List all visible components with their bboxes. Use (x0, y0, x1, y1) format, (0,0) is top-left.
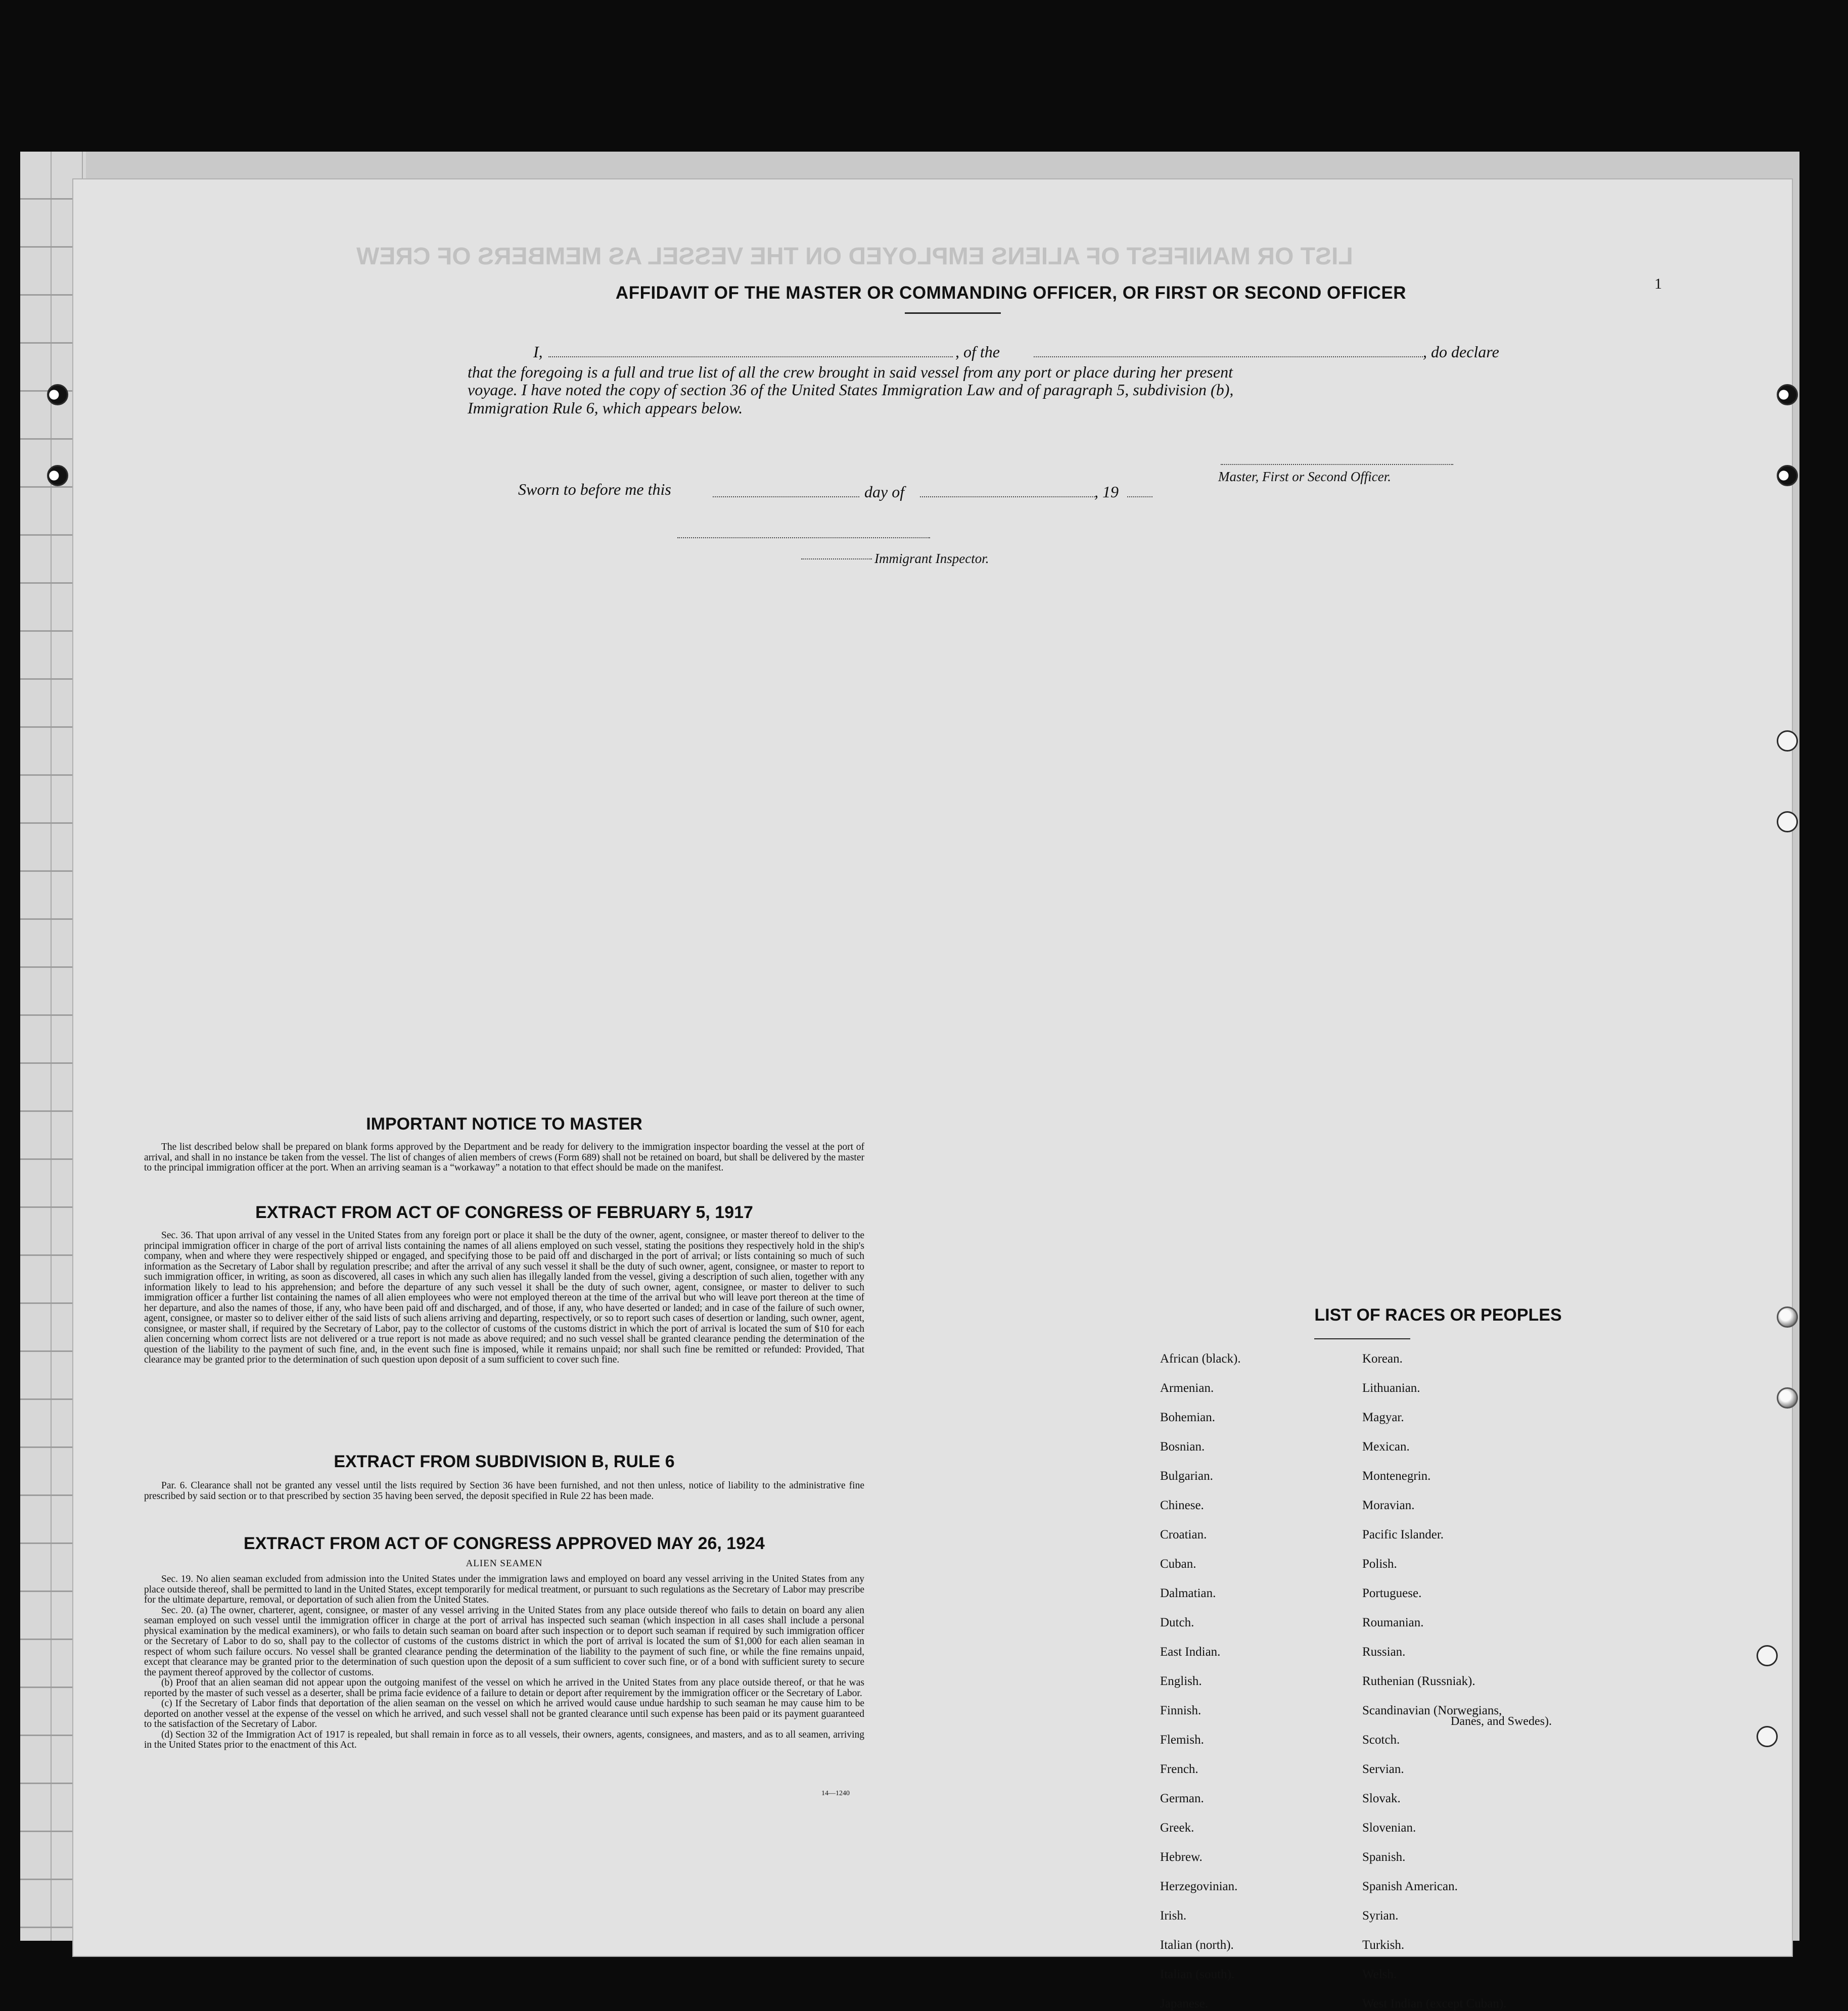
race-item: Russian. (1362, 1645, 1406, 1659)
extract-1917-body: Sec. 36. That upon arrival of any vessel in the United States from any foreign port or place it shall be the duty of the owner, agent, consignee, or master thereof to deliver to the principal immigration officer in charge of the port of arrival lists containing the names of all aliens employed on such vessel, stating the positions they respectively hold in the ship's company, when and where they were respectively shipped or engaged, and specifying those to be paid off and discharged in the port of arrival; or lists containing so much of such information as the Secretary of Labor shall by regulation prescribe; and after the arrival of any such vessel it shall be the duty of such owner, agent, consignee, or master to report to such immigration officer, in writing, as soon as discovered, all cases in which any such alien has illegally landed from the vessel, giving a description of such alien, together with any information likely to lead to his apprehension; and before the departure of any such vessel it shall be the duty of such owner, agent, consignee, or master to deliver to such immigration officer a further list containing the names of all alien employees who were not employed thereon at the time of the arrival but who will leave port thereon at the time of her departure, and also the names of those, if any, who have been paid off and discharged, and of those, if any, who have deserted or landed; and in case of the failure of such owner, agent, consignee, or master so to deliver either of the said lists of such aliens arriving and departing, respectively, or so to report such cases of desertion or landing, such owner, agent, consignee, or master shall, if required by the Secretary of Labor, pay to the collector of customs of the customs district in which the port of arrival is located the sum of $10 for each alien concerning whom correct lists are not delivered or a true report is not made as above required; and no such vessel shall be granted clearance pending the determination of the question of the liability to the payment of such fine, and, in the event such fine is imposed, while it remains unpaid; nor shall such fine be remitted or refunded: Provided, That clearance may be granted prior to the determination of such question upon deposit of a sum sufficient to cover such fine. (144, 1230, 864, 1365)
race-item: East Indian. (1160, 1645, 1221, 1659)
sworn-year-blank (1127, 496, 1152, 497)
race-item: Dutch. (1160, 1616, 1194, 1629)
corner-mark: 1 (1654, 275, 1662, 292)
race-item: Portuguese. (1362, 1586, 1422, 1600)
race-item: Dalmatian. (1160, 1586, 1216, 1600)
race-item: Magyar. (1362, 1411, 1404, 1424)
signature-label: Master, First or Second Officer. (1218, 469, 1391, 484)
binder-hole (47, 465, 68, 486)
race-item: Irish. (1160, 1909, 1187, 1923)
binder-hole (1777, 384, 1798, 405)
binder-hole (1757, 1645, 1778, 1666)
race-item: Scandinavian (Norwegians, (1362, 1704, 1502, 1717)
document-page (73, 179, 1792, 2010)
name-blank (548, 356, 953, 357)
race-item: Chinese. (1160, 1499, 1204, 1512)
inspector-label: Immigrant Inspector. (874, 551, 989, 566)
inspector-line (677, 537, 930, 538)
extract-1924-body (144, 1574, 864, 1751)
race-item: Lithuanian. (1362, 1381, 1420, 1395)
race-item: Pacific Islander. (1362, 1528, 1444, 1541)
race-item: Croatian. (1160, 1528, 1207, 1541)
races-title: LIST OF RACES OR PEOPLES (1314, 1305, 1562, 1325)
extract-1924-subtitle: ALIEN SEAMEN (466, 1558, 543, 1569)
affidavit-of-the: , of the (955, 343, 1000, 361)
race-item: Polish. (1362, 1557, 1397, 1571)
extract-1917-title: EXTRACT FROM ACT OF CONGRESS OF FEBRUARY 5, 1917 (255, 1203, 753, 1222)
notice-body: The list described below shall be prepared on blank forms approved by the Department and be ready for delivery to the immigration inspector boarding the vessel at the port of arrival, and shall in no instance be taken from the vessel. The list of changes of alien members of crews (Form 689) shall not be retained on board, but shall be delivered by the master to the principal immigration officer at the port. When an arriving seaman is a “workaway” a notation to that effect should be made on the manifest. (144, 1142, 864, 1173)
affidavit-do-declare: , do declare (1423, 343, 1499, 361)
race-item: Cuban. (1160, 1557, 1196, 1571)
race-item: English. (1160, 1674, 1202, 1688)
races-underline (1314, 1338, 1410, 1339)
race-item: Flemish. (1160, 1733, 1204, 1747)
sec-19-paragraph: Sec. 19. No alien seaman excluded from admission into the United States under the immigration laws and employed on board any vessel arriving in the United States from any place outside thereof, shall be permitted to land in the United States, except temporarily for medical treatment, or pursuant to such regulations as the Secretary of Labor may prescribe for the ultimate departure, removal, or deportation of such alien from the United States. (144, 1574, 864, 1605)
race-item: Mexican. (1362, 1440, 1410, 1454)
affidavit-i: I, (533, 343, 543, 361)
race-item: Bosnian. (1160, 1440, 1205, 1454)
race-item: Montenegrin. (1362, 1469, 1431, 1483)
race-item: Scotch. (1362, 1733, 1400, 1747)
race-item: Italian (south). (1160, 1968, 1235, 1981)
binder-hole (1777, 1387, 1798, 1409)
binder-hole (1777, 730, 1798, 752)
race-item: Welsh. (1362, 1968, 1397, 1981)
affidavit-line-2: that the foregoing is a full and true list of all the crew brought in said vessel from any port or place during her present (468, 363, 1233, 381)
binder-hole (1757, 1726, 1778, 1747)
sec-20c-paragraph: (c) If the Secretary of Labor finds that deportation of the alien seaman on the vessel on which he arrived would cause undue hardship to such seaman he may cause him to be deported on another vessel at the expense of the vessel on which he arrived, and such vessel shall not be granted clearance until such expense has been paid or its payment guaranteed to the satisfaction of the Secretary of Labor. (144, 1698, 864, 1729)
race-item: Servian. (1362, 1762, 1404, 1776)
race-item: Italian (north). (1160, 1938, 1234, 1952)
binder-hole (1777, 1306, 1798, 1328)
sworn-year: , 19 (1094, 483, 1119, 501)
extract-rule6-title: EXTRACT FROM SUBDIVISION B, RULE 6 (334, 1452, 675, 1471)
race-item: Armenian. (1160, 1381, 1214, 1395)
race-item: Hebrew. (1160, 1850, 1203, 1864)
affidavit-line-4: Immigration Rule 6, which appears below. (468, 399, 743, 417)
race-item: Bulgarian. (1160, 1469, 1213, 1483)
race-item: Turkish. (1362, 1938, 1405, 1952)
race-item: Slovak. (1362, 1792, 1401, 1805)
race-item: Roumanian. (1362, 1616, 1424, 1629)
race-item: Japanese. (1160, 1997, 1209, 2010)
race-item: West Indian (except Cuban). (1362, 1997, 1507, 2010)
sec-20b-paragraph: (b) Proof that an alien seaman did not appear upon the outgoing manifest of the vessel on which he arrived in the United States from any place outside thereof, or that he was reported by the master of such vessel as a deserter, shall be prima facie evidence of a failure to detain or deport after requirement by the immigration officer or the Secretary of Labor. (144, 1677, 864, 1699)
extract-1924-title: EXTRACT FROM ACT OF CONGRESS APPROVED MAY 26, 1924 (244, 1534, 765, 1553)
race-item: Syrian. (1362, 1909, 1399, 1923)
vessel-blank (1034, 356, 1423, 357)
sworn-day-blank (713, 496, 859, 497)
signature-line (1221, 464, 1453, 465)
sworn-prefix: Sworn to before me this (518, 480, 671, 498)
sec-20a-paragraph: Sec. 20. (a) The owner, charterer, agent, consignee, or master of any vessel arriving in the United States from any place outside thereof who fails to detain on board any alien seaman employed on such vessel until the immigration officer in charge at the port of arrival has inspected such seaman (which inspection in all cases shall include a personal physical examination by the medical examiners), or who fails to detain such seaman on board after such inspection or to deport such seaman if required by such immigration officer or the Secretary of Labor to do so, shall pay to the collector of customs of the customs district in which the port of arrival is located the sum of $1,000 for each alien seaman in respect of whom such failure occurs. No vessel shall be granted clearance pending the determination of the liability to the payment of such fine, or while the fine remains unpaid, except that clearance may be granted prior to the determination of such question upon the deposit of a sum sufficient to cover such fine, or of a bond with sufficient surety to secure the payment thereof approved by the collector of customs. (144, 1605, 864, 1678)
sworn-month-blank (920, 496, 1097, 497)
race-item: African (black). (1160, 1352, 1241, 1366)
race-item: Spanish. (1362, 1850, 1406, 1864)
race-item: Herzegovinian. (1160, 1880, 1238, 1893)
race-item: Korean. (1362, 1352, 1403, 1366)
affidavit-title: AFFIDAVIT OF THE MASTER OR COMMANDING OFFICER, OR FIRST OR SECOND OFFICER (615, 283, 1407, 303)
inspector-line-short (801, 558, 872, 559)
binder-hole (47, 384, 68, 405)
affidavit-line-3: voyage. I have noted the copy of section 36 of the United States Immigration Law and of paragraph 5, subdivision (b), (468, 381, 1234, 399)
form-number: 14—1240 (821, 1790, 850, 1797)
bleed-through-heading: LIST OR MANIFEST OF ALIENS EMPLOYED ON THE VESSEL AS MEMBERS OF CREW (356, 243, 1353, 270)
race-item: German. (1160, 1792, 1204, 1805)
sec-20d-paragraph: (d) Section 32 of the Immigration Act of 1917 is repealed, but shall remain in force as to all vessels, their owners, agents, consignees, and masters, and as to all seamen, arriving in the United States prior to the enactment of this Act. (144, 1729, 864, 1750)
notice-title: IMPORTANT NOTICE TO MASTER (366, 1114, 642, 1134)
race-item: Finnish. (1160, 1704, 1202, 1717)
race-scandinavian-continuation: Danes, and Swedes). (1451, 1715, 1552, 1728)
race-item: Ruthenian (Russniak). (1362, 1674, 1475, 1688)
race-item: Moravian. (1362, 1499, 1415, 1512)
race-item: Bohemian. (1160, 1411, 1216, 1424)
title-underline (905, 312, 1001, 314)
extract-rule6-body: Par. 6. Clearance shall not be granted any vessel until the lists required by Section 36 have been furnished, and not then unless, notice of liability to the administrative fine prescribed by said section or to that prescribed by section 35 having been served, the deposit specified in Rule 22 has been made. (144, 1480, 864, 1502)
race-item: Spanish American. (1362, 1880, 1458, 1893)
race-item: Slovenian. (1362, 1821, 1416, 1835)
binder-hole (1777, 811, 1798, 832)
race-item: French. (1160, 1762, 1198, 1776)
binder-hole (1777, 465, 1798, 486)
race-item: Greek. (1160, 1821, 1194, 1835)
sworn-day-of: day of (864, 483, 905, 501)
